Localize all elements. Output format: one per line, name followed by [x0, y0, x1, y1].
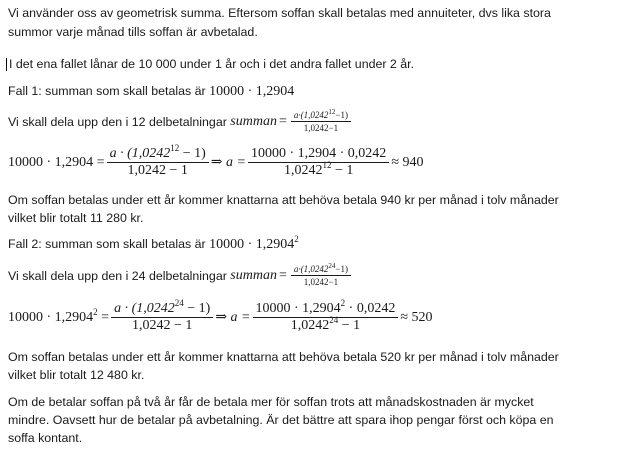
case2-frac2-num-a: 10000 · 1,2904 — [255, 301, 341, 316]
case2-small-fraction — [291, 264, 351, 287]
case2-split-text: Vi skall dela upp den i 24 delbetalningar — [8, 268, 227, 283]
case2-frac1-exp: 24 — [174, 298, 184, 308]
case1-fraction-2 — [248, 146, 389, 179]
case2-eq-lhs-exp: 2 — [93, 306, 98, 317]
case2-equation — [8, 298, 433, 334]
case1-summan: summan — [230, 113, 277, 129]
text-cursor — [6, 58, 7, 71]
case2-frac1-num-a: a · (1,0242 — [114, 301, 175, 316]
case1-eq-lhs: 10000 · 1,2904 = — [8, 154, 105, 170]
intro-line-2: summor varje månad tills soffan är avbetalad. — [8, 25, 258, 39]
case1-equation — [8, 143, 424, 179]
case1-approx: ≈ 940 — [391, 154, 424, 170]
case2-summan: summan — [230, 267, 277, 283]
setup-text: I det ena fallet lånar de 10 000 under 1 år och i det andra fallet under 2 år. — [9, 57, 415, 71]
case2-split-line — [8, 264, 353, 287]
case2-frac2-num-exp: 2 — [340, 298, 346, 308]
case1-sum-line — [8, 84, 294, 99]
setup-paragraph — [6, 57, 414, 72]
case2-result-2: vilket blir totalt 12 480 kr. — [8, 368, 145, 382]
case1-sum-text: Fall 1: summan som skall betalas är — [8, 84, 206, 98]
case2-frac2-den-exp: 24 — [329, 315, 339, 325]
case2-frac2-den-a: 1,0242 — [290, 318, 330, 333]
case2-frac1-num-b: − 1) — [183, 301, 211, 316]
conclusion-line-3: soffa kontant. — [8, 431, 83, 445]
case2-sum-expr: 10000 · 1,2904 — [209, 237, 295, 252]
case1-small-exp: 12 — [328, 108, 336, 116]
case2-eq-lhs-a: 10000 · 1,2904 — [8, 309, 94, 325]
case1-frac2-den-b: − 1 — [331, 163, 354, 178]
case1-small-num-a: a·(1,0242 — [293, 110, 329, 120]
case1-implies: ⇒ — [210, 155, 223, 170]
case2-eq-lhs-b: = — [97, 309, 110, 325]
case1-split-text: Vi skall dela upp den i 12 delbetalningar — [8, 114, 227, 129]
case1-frac2-den-exp: 12 — [322, 160, 332, 170]
case2-frac1-den: 1,0242 − 1 — [131, 318, 193, 333]
case1-summan-eq: = — [278, 113, 287, 129]
case2-sum-exp: 2 — [294, 234, 299, 244]
case1-frac1-num-a: a · (1,0242 — [109, 146, 171, 161]
case2-small-num-b: −1) — [335, 264, 348, 274]
case1-result-2: vilket blir totalt 11 280 kr. — [8, 211, 144, 225]
case2-sum-text: Fall 2: summan som skall betalas är — [8, 237, 206, 251]
case2-a-eq: a = — [230, 309, 251, 325]
case1-frac2-num: 10000 · 1,2904 · 0,0242 — [248, 146, 389, 163]
case2-fraction-2 — [253, 298, 399, 334]
intro-line-1: Vi använder oss av geometrisk summa. Eftersom soffan skall betalas med annuiteter, dvs lika stora — [8, 6, 551, 20]
case2-sum-line — [8, 234, 299, 253]
case2-result-1: Om soffan betalas under ett år kommer knattarna att behöva betala 520 kr per månad i tolv månader — [8, 350, 559, 364]
case1-a-eq: a = — [226, 154, 246, 170]
case1-small-den: 1,0242−1 — [303, 123, 339, 133]
case1-frac1-num-b: − 1) — [179, 146, 206, 161]
case2-small-den: 1,0242−1 — [303, 277, 339, 287]
case2-frac2-den-b: − 1 — [338, 318, 361, 333]
case2-implies: ⇒ — [215, 310, 228, 325]
case1-result-1: Om soffan betalas under ett år kommer knattarna att behöva betala 940 kr per månad i tolv månader — [8, 193, 559, 207]
case2-approx: ≈ 520 — [400, 309, 433, 325]
case1-fraction-1 — [107, 143, 209, 179]
case1-split-line — [8, 110, 353, 133]
case2-summan-eq: = — [278, 267, 287, 283]
case1-frac1-den: 1,0242 − 1 — [127, 163, 188, 178]
case2-small-exp: 24 — [328, 262, 336, 270]
conclusion-line-2: mindre. Oavsett hur de betalar på avbetalning. Är det bättre att spara ihop pengar först och köpa en — [8, 413, 554, 427]
case2-frac2-num-b: · 0,0242 — [345, 301, 396, 316]
case1-frac1-exp: 12 — [170, 143, 180, 153]
conclusion-line-1: Om de betalar soffan på två år får de betala mer för soffan trots att månadskostnaden är mycket — [8, 395, 534, 409]
case2-small-num-a: a·(1,0242 — [293, 264, 329, 274]
case1-small-num-b: −1) — [335, 110, 348, 120]
case1-sum-expr: 10000 · 1,2904 — [209, 84, 295, 99]
case1-frac2-den-a: 1,0242 — [283, 163, 323, 178]
case1-small-fraction — [291, 110, 351, 133]
case2-fraction-1 — [111, 298, 213, 334]
